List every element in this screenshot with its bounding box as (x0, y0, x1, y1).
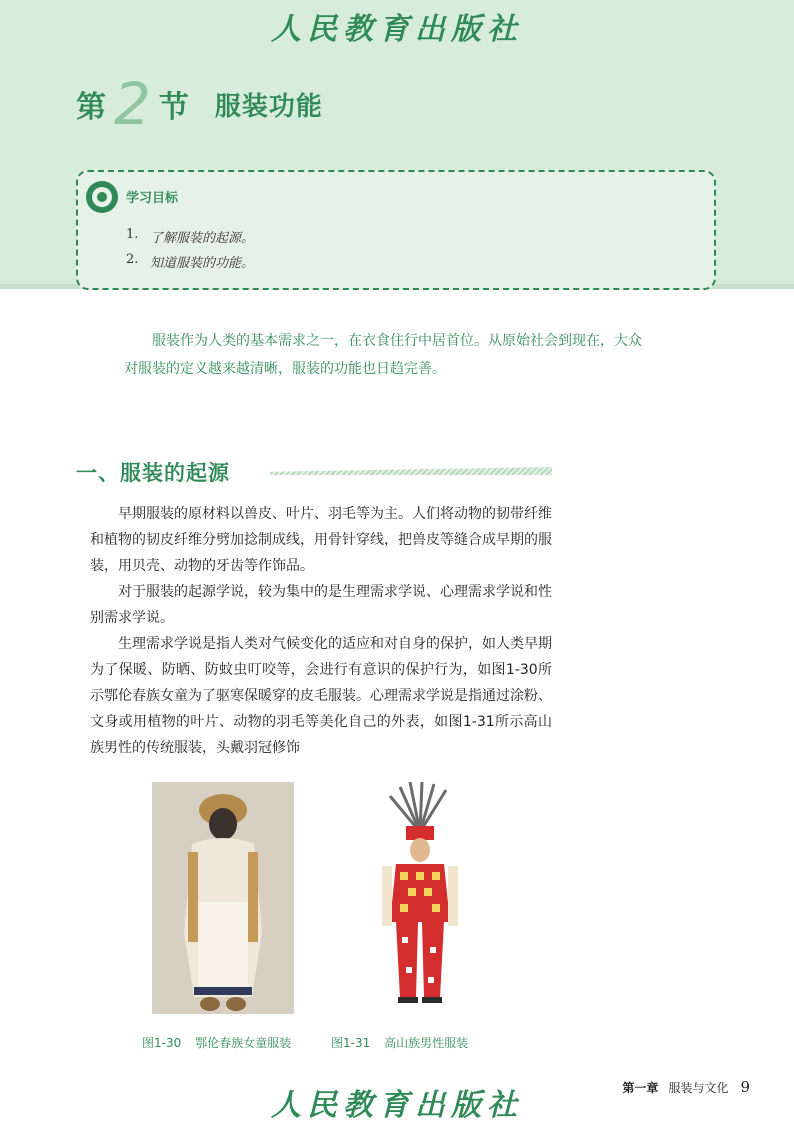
section-name: 服装功能 (214, 91, 323, 122)
publisher-logo-bottom: 人民教育出版社 (271, 1088, 523, 1123)
section-heading (76, 457, 230, 487)
costume-illustration-oroqen (152, 782, 294, 1014)
figure-oroqen-girl-costume (152, 782, 294, 1014)
objective-item (126, 227, 254, 252)
heading-decorative-bar (270, 467, 552, 475)
section-number: 2 (114, 70, 151, 138)
footer-chapter: 第一章 (622, 1080, 659, 1095)
figure-number: 图1-30 (142, 1036, 182, 1050)
figure-gaoshan-man-costume (360, 782, 480, 1014)
costume-illustration-gaoshan (360, 782, 480, 1014)
page-footer (622, 1078, 750, 1096)
body-text (90, 501, 552, 761)
objectives-title: 学习目标 (126, 191, 179, 206)
figure-caption-text: 高山族男性服装 (384, 1036, 469, 1050)
objectives-list (126, 227, 254, 277)
objective-number: 2. (126, 252, 139, 267)
figure-caption (331, 1034, 468, 1051)
objective-number: 1. (126, 227, 139, 242)
section-title (76, 70, 323, 138)
objective-item (126, 252, 254, 277)
body-paragraph: 生理需求学说是指人类对气候变化的适应和对自身的保护，如人类早期为了保暖、防晒、防蚊虫叮咬等，会进行有意识的保护行为，如图1-30所示鄂伦春族女童为了驱寒保暖穿的皮毛服装。心理需求学说是指通过涂粉、文身或用植物的叶片、动物的羽毛等美化自己的外表，如图1-31所示高山族男性的传统服装，头戴羽冠修饰 (90, 636, 552, 756)
heading-text: 一、服装的起源 (76, 461, 230, 485)
footer-chapter-title: 服装与文化 (668, 1080, 729, 1095)
objective-text: 了解服装的起源。 (150, 231, 255, 246)
intro-paragraph (124, 327, 684, 383)
body-paragraph: 早期服装的原材料以兽皮、叶片、羽毛等为主。人们将动物的韧带纤维和植物的韧皮纤维分劈加捻制成线，用骨针穿线，把兽皮等缝合成早期的服装，用贝壳、动物的牙齿等作饰品。 (90, 506, 552, 574)
learning-objectives-box (76, 170, 716, 290)
objective-text: 知道服装的功能。 (150, 256, 255, 271)
page-number: 9 (740, 1078, 750, 1096)
target-icon (86, 181, 118, 213)
section-prefix: 第 (76, 90, 106, 125)
figure-number: 图1-31 (331, 1036, 371, 1050)
figure-caption (142, 1034, 291, 1051)
body-paragraph: 对于服装的起源学说，较为集中的是生理需求学说、心理需求学说和性别需求学说。 (90, 584, 552, 626)
section-suffix: 节 (158, 90, 189, 125)
intro-line: 服装作为人类的基本需求之一，在衣食住行中居首位。从原始社会到现在，大众 (152, 333, 642, 349)
intro-line: 对服装的定义越来越清晰，服装的功能也日趋完善。 (124, 361, 446, 377)
figure-caption-text: 鄂伦春族女童服装 (195, 1036, 292, 1050)
publisher-logo-top: 人民教育出版社 (271, 12, 523, 47)
